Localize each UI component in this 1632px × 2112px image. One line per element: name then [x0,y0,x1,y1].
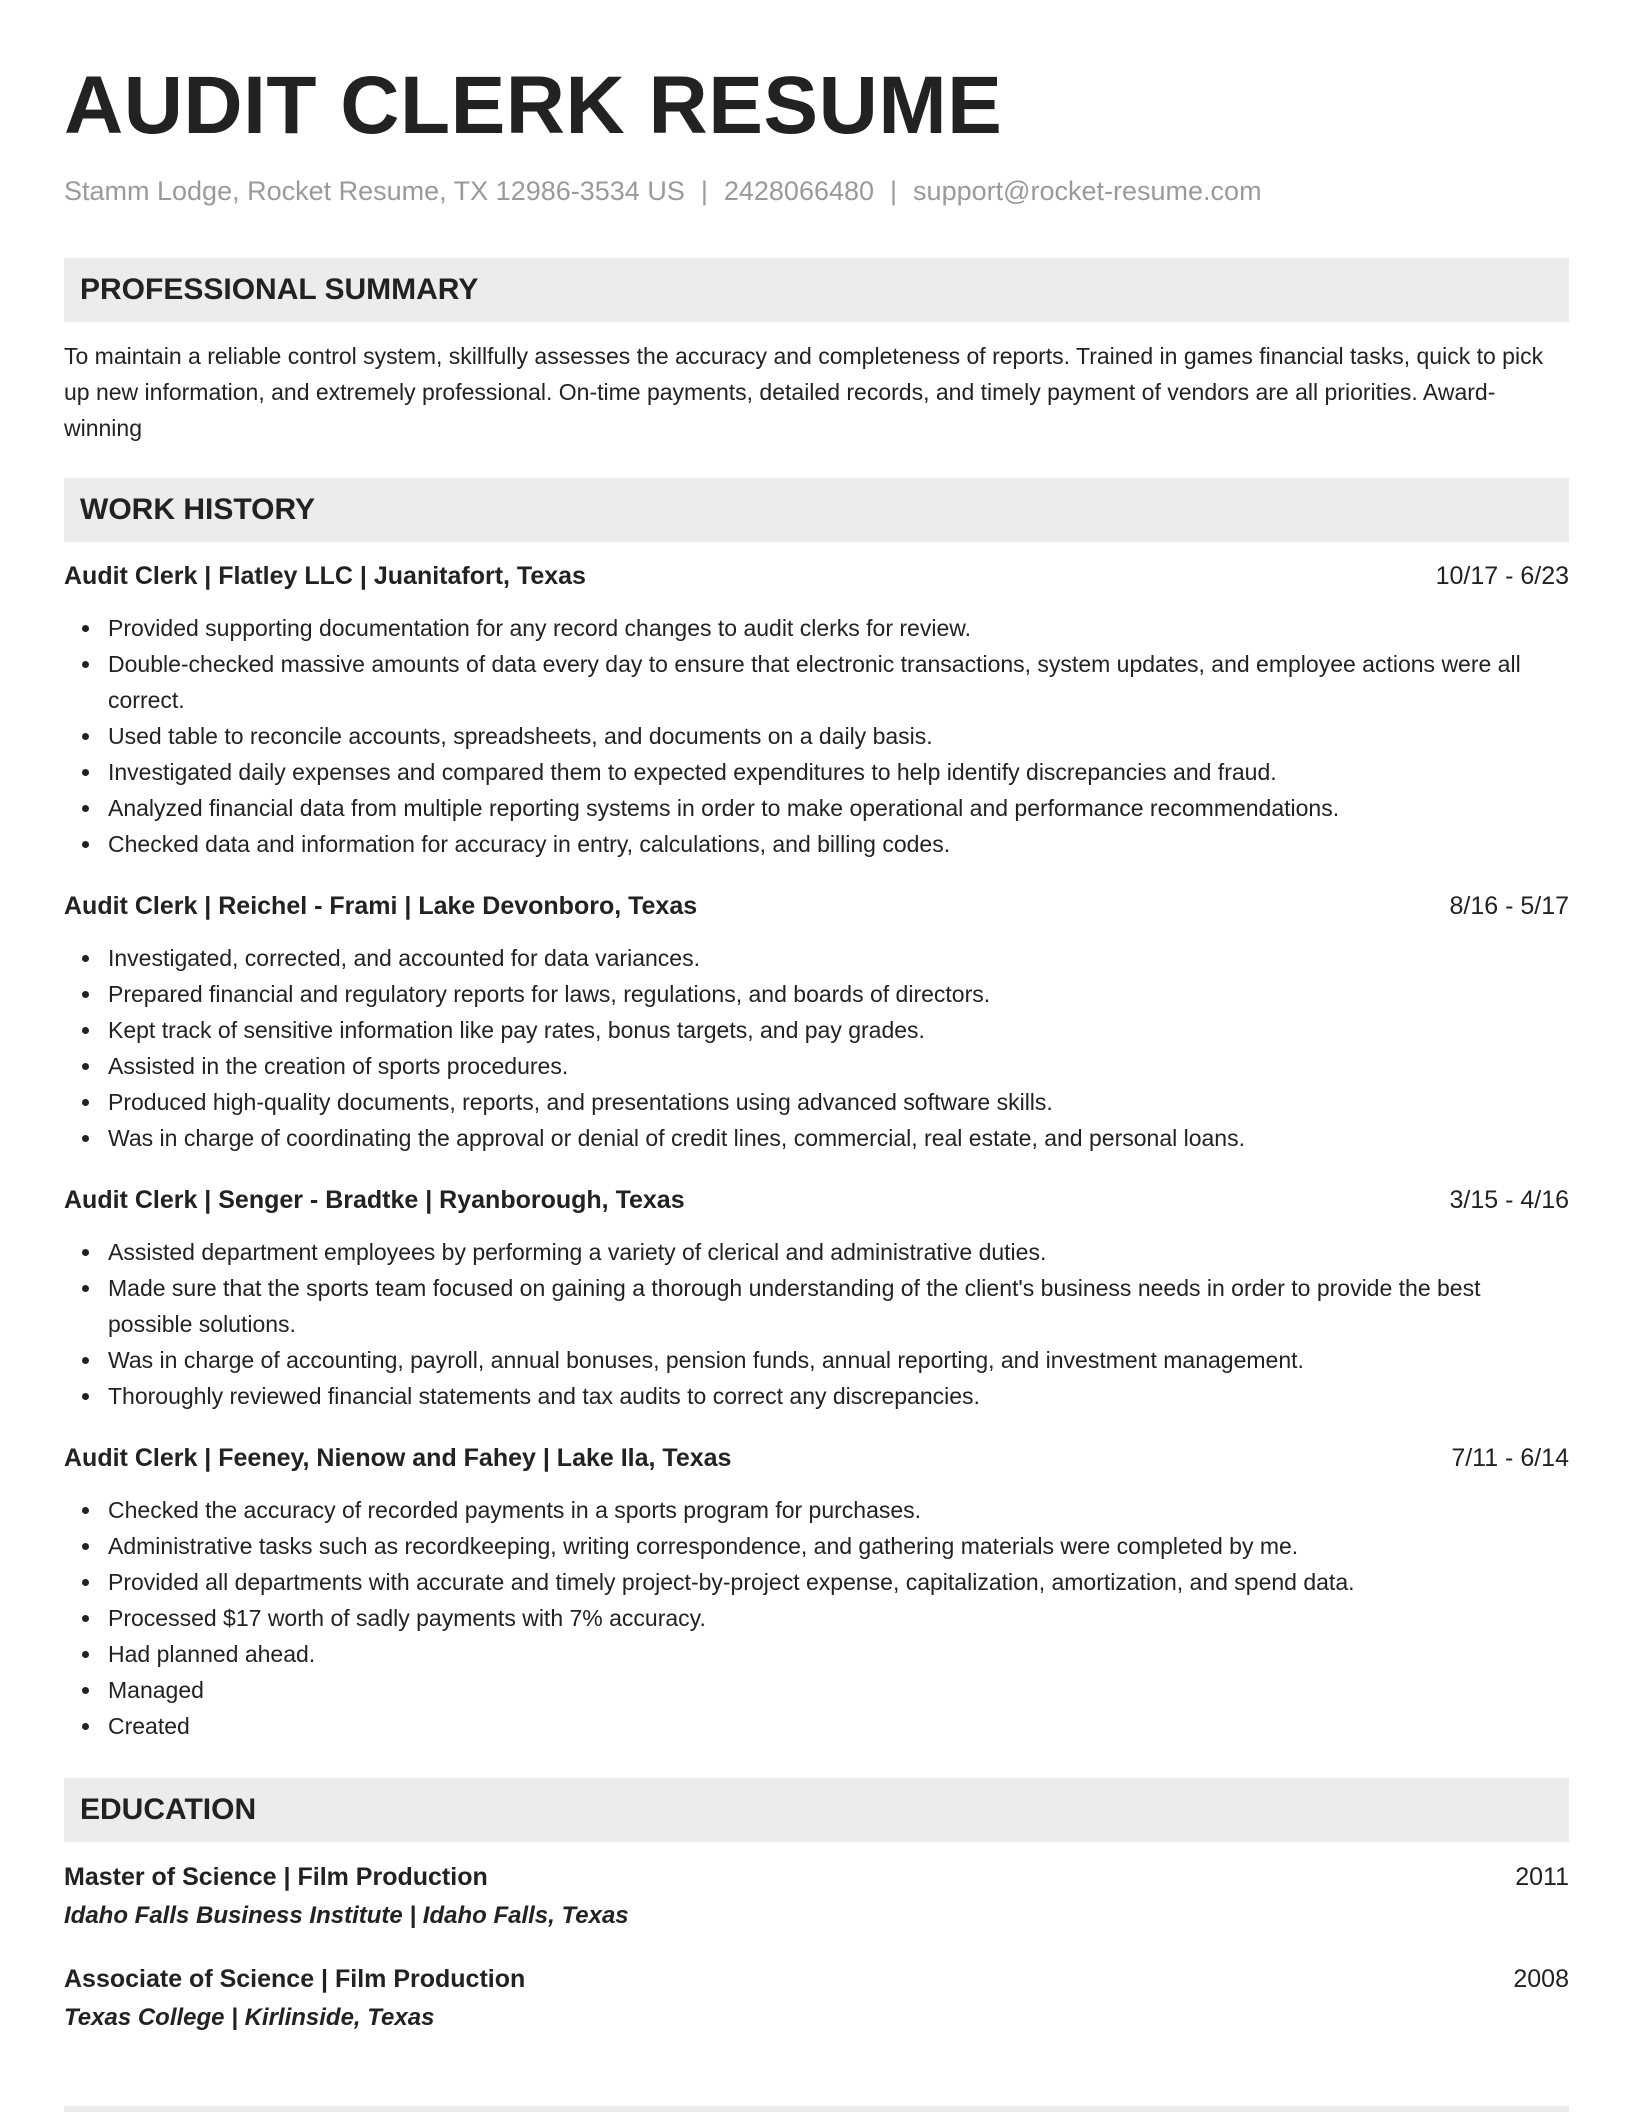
job-dates: 10/17 - 6/23 [1435,562,1569,590]
job-bullet-list [64,1234,1569,1414]
contact-address: Stamm Lodge, Rocket Resume, TX 12986-3534 US [64,176,685,206]
section-heading-work: WORK HISTORY [64,478,1569,542]
job-header [64,1182,1569,1218]
job-bullet: Provided supporting documentation for any record changes to audit clerks for review. [108,610,1569,646]
education-entry [64,1858,1569,1936]
job-bullet: Thoroughly reviewed financial statements and tax audits to correct any discrepancies. [108,1378,1569,1414]
job-bullet: Prepared financial and regulatory reports for laws, regulations, and boards of directors. [108,976,1569,1012]
professional-summary-section [64,258,1569,446]
job-title: Audit Clerk | Senger - Bradtke | Ryanborough, Texas [64,1186,685,1214]
bottom-divider [64,2106,1569,2112]
education-list [64,1858,1569,2038]
job-list [64,558,1569,1744]
job-bullet: Provided all departments with accurate and timely project-by-project expense, capitalization, amortization, and spend data. [108,1564,1569,1600]
job-entry [64,1440,1569,1744]
job-dates: 7/11 - 6/14 [1451,1444,1569,1472]
job-entry [64,1182,1569,1414]
job-bullet-list [64,610,1569,862]
contact-line [64,174,1569,208]
job-header [64,888,1569,924]
job-bullet: Produced high-quality documents, reports, and presentations using advanced software skills. [108,1084,1569,1120]
education-year: 2011 [1515,1863,1569,1891]
job-title: Audit Clerk | Flatley LLC | Juanitafort, Texas [64,562,586,590]
job-bullet: Used table to reconcile accounts, spreadsheets, and documents on a daily basis. [108,718,1569,754]
job-bullet: Had planned ahead. [108,1636,1569,1672]
education-header [64,1960,1569,1998]
contact-email: support@rocket-resume.com [913,176,1262,206]
education-header [64,1858,1569,1896]
work-history-section [64,478,1569,1744]
section-heading-summary: PROFESSIONAL SUMMARY [64,258,1569,322]
resume-title: AUDIT CLERK RESUME [64,60,1003,151]
job-bullet: Administrative tasks such as recordkeeping, writing correspondence, and gathering materials were completed by me. [108,1528,1569,1564]
job-entry [64,558,1569,862]
education-degree: Master of Science | Film Production [64,1863,488,1891]
job-bullet: Investigated, corrected, and accounted for data variances. [108,940,1569,976]
summary-text: To maintain a reliable control system, skillfully assesses the accuracy and completeness of reports. Trained in games financial tasks, quick to pick up new information, and extremely professional. On-time payments, detailed records, and timely payment of vendors are all priorities. Award-winning [64,343,1544,441]
job-title: Audit Clerk | Reichel - Frami | Lake Devonboro, Texas [64,892,698,920]
education-degree: Associate of Science | Film Production [64,1965,526,1993]
job-bullet: Was in charge of coordinating the approval or denial of credit lines, commercial, real estate, and personal loans. [108,1120,1569,1156]
job-bullet: Processed $17 worth of sadly payments with 7% accuracy. [108,1600,1569,1636]
education-year: 2008 [1513,1965,1569,1993]
job-entry [64,888,1569,1156]
job-bullet: Investigated daily expenses and compared them to expected expenditures to help identify discrepancies and fraud. [108,754,1569,790]
section-heading-education: EDUCATION [64,1778,1569,1842]
education-school: Idaho Falls Business Institute | Idaho Falls, Texas [64,1902,629,1929]
contact-phone: 2428066480 [723,176,875,206]
job-bullet: Managed [108,1672,1569,1708]
contact-separator: | [890,176,898,206]
education-entry [64,1960,1569,2038]
contact-separator: | [700,176,708,206]
job-title: Audit Clerk | Feeney, Nienow and Fahey | Lake Ila, Texas [64,1444,732,1472]
job-bullet-list [64,1492,1569,1744]
education-school: Texas College | Kirlinside, Texas [64,2004,435,2031]
job-bullet: Checked the accuracy of recorded payments in a sports program for purchases. [108,1492,1569,1528]
education-section [64,1778,1569,2038]
job-header [64,1440,1569,1476]
job-bullet: Kept track of sensitive information like pay rates, bonus targets, and pay grades. [108,1012,1569,1048]
job-header [64,558,1569,594]
job-bullet-list [64,940,1569,1156]
job-bullet: Was in charge of accounting, payroll, annual bonuses, pension funds, annual reporting, and investment management. [108,1342,1569,1378]
job-bullet: Created [108,1708,1569,1744]
job-bullet: Made sure that the sports team focused on gaining a thorough understanding of the client's business needs in order to provide the best possible solutions. [108,1270,1569,1342]
job-dates: 3/15 - 4/16 [1449,1186,1569,1214]
job-bullet: Double-checked massive amounts of data every day to ensure that electronic transactions, system updates, and employee actions were all correct. [108,646,1569,718]
job-bullet: Analyzed financial data from multiple reporting systems in order to make operational and performance recommendations. [108,790,1569,826]
job-bullet: Checked data and information for accuracy in entry, calculations, and billing codes. [108,826,1569,862]
job-bullet: Assisted department employees by performing a variety of clerical and administrative duties. [108,1234,1569,1270]
job-bullet: Assisted in the creation of sports procedures. [108,1048,1569,1084]
job-dates: 8/16 - 5/17 [1449,892,1569,920]
